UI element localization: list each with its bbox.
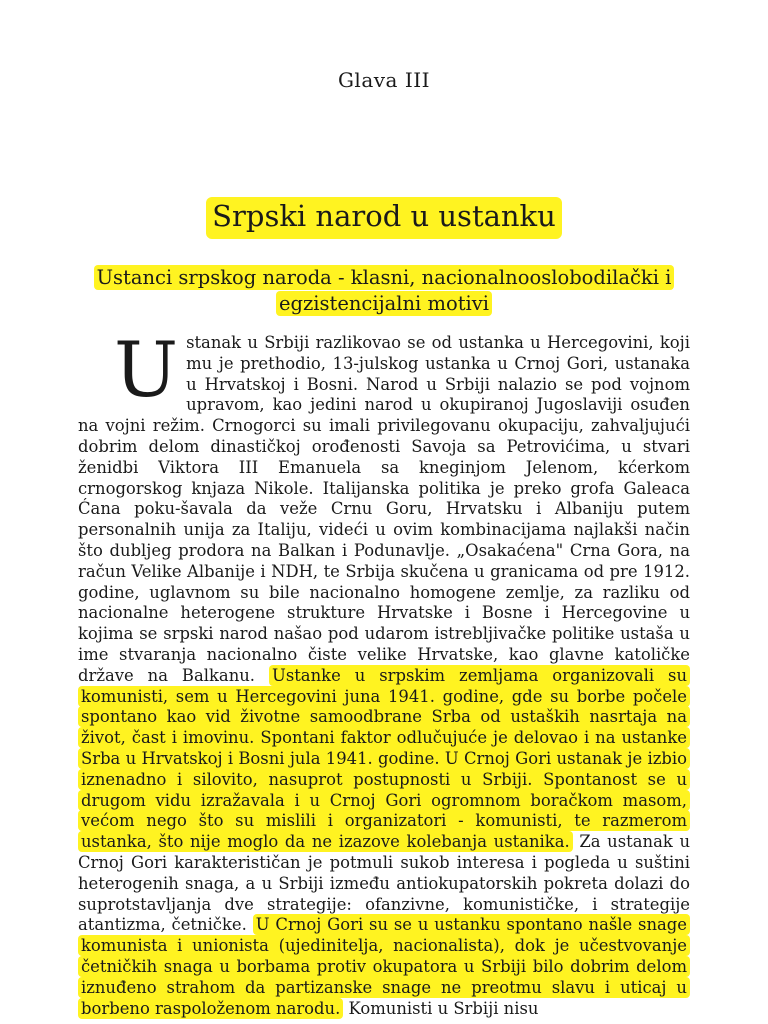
highlighted-segment: Ustanke u srpskim zemljama organizovali su komunisti, sem u Hercegovini juna 1941. godine, gde su borbe počele spontano kao vid životne samoodbrane Srba od ustaških nasrtaja na život, čast i imovinu. Spontani faktor odlučujuće je delovao i na ustanke Srba u Hrvatskoj i Bosni jula 1941. godine. U Crnoj Gori ustanak je izbio iznenadno i silovito, nasuprot postupnosti u Srbiji. Spontanost se u drugom vidu izražavala i u Crnoj Gori ogromnom boračkom masom, većom nego što su mislili i organizatori - komunisti, te razmerom ustanka, što nije moglo da ne izazove kolebanja ustanika. — [78, 665, 690, 852]
text-segment: stanak u Srbiji razlikovao se od ustanka u Hercegovini, koji mu je prethodio, 13-julskog ustanka u Crnoj Gori, ustanaka u Hrvatskoj i Bosni. Narod u Srbiji nalazio se pod vojnom upravom, kao jedini narod u okupiranoj Jugoslaviji osuđen na vojni režim. Crnogorci su imali privilegovanu okupaciju, zahvaljujući dobrim delom dinastičkoj orođenosti Savoja sa Petrovićima, u stvari ženidbi Viktora III Emanuela sa kneginjom Jelenom, kćerkom crnogorskog knjaza Nikole. Italijanska politika je preko grofa Galeaca Ćana poku-šavala da veže Crnu Goru, Hrvatsku i Albaniju putem personalnih unija za Italiju, videći u ovim kombinacijama najlakši način što dubljeg prodora na Balkan i Podunavlje. „Osakaćena" Crna Gora, na račun Velike Albanije i NDH, te Srbija skučena u granicama od pre 1912. godine, uglavnom su bile nacionalno homogene zemlje, za razliku od nacionalne heterogene strukture Hrvatske i Bosne i Hercegovine u kojima se srpski narod našao pod udarom istrebljivačke politike ustaša u ime stvaranja nacionalno čiste velike Hrvatske, kao glavne katoličke države na Balkanu. — [78, 333, 690, 685]
highlighted-segment: U Crnoj Gori su se u ustanku spontano našle snage komunista i unionista (ujedinitelja, nacionalista), dok je učestvovanje četničkih snaga u borbama protiv okupatora u Srbiji bilo dobrim delom iznuđeno strahom da partizanske snage ne preotmu slavu i uticaj u borbeno raspoloženom narodu. — [78, 914, 690, 1018]
body-paragraph — [78, 325, 690, 1019]
page-title: Srpski narod u ustanku — [206, 197, 562, 239]
section-subtitle — [74, 265, 694, 317]
text-segment: Komunisti u Srbiji nisu — [348, 998, 539, 1018]
drop-cap: U — [114, 325, 179, 414]
text-segment: Za ustanak u Crnoj Gori karakterističan je potmuli sukob interesa i pogleda u suštini heterogenih snaga, a u Srbiji između antiokupatorskih pokreta dolazi do suprotstavljanja dve strategije: ofanzivne, komunističke, i strategije atantizma, četničke. — [78, 832, 690, 935]
chapter-heading: Glava III — [337, 68, 431, 92]
title-wrap — [0, 197, 768, 239]
subtitle-text: Ustanci srpskog naroda - klasni, nacionalnooslobodilački i egzistencijalni motivi — [94, 265, 675, 316]
